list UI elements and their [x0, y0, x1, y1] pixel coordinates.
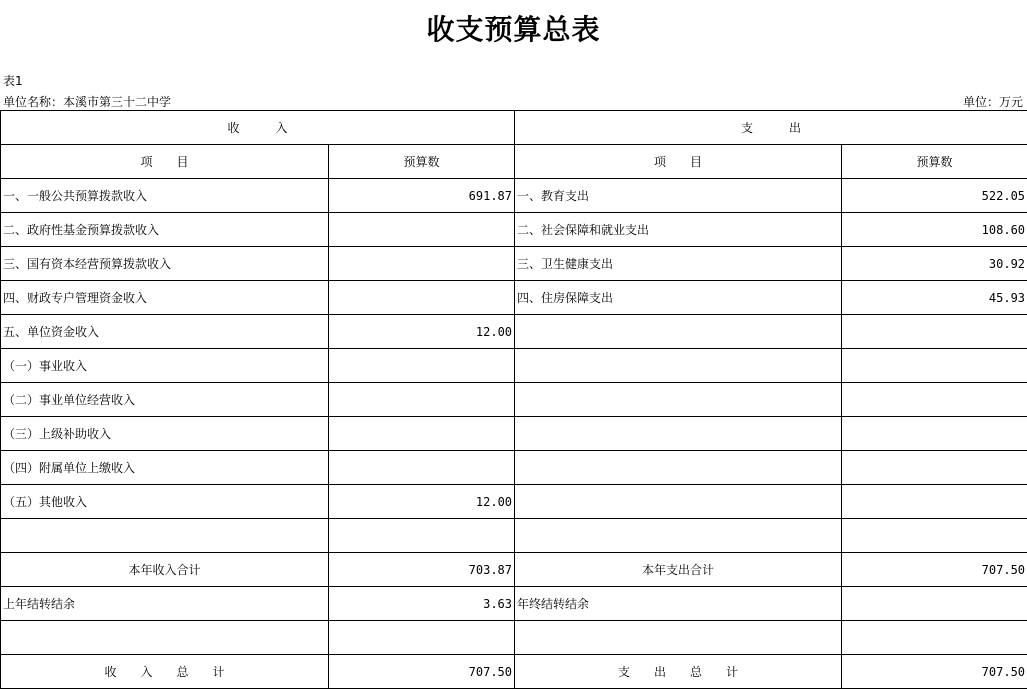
expense-item-cell: [515, 315, 842, 349]
table-row: [1, 519, 1027, 553]
table-row: [1, 485, 1027, 519]
income-value-cell: 707.50: [329, 655, 515, 689]
expense-item-cell: 四、住房保障支出: [515, 281, 842, 315]
carryover-row: [1, 587, 1027, 621]
income-item-cell: （一）事业收入: [1, 349, 329, 383]
expense-label-cell: [515, 621, 842, 655]
table-row: [1, 451, 1027, 485]
income-item-cell: 二、政府性基金预算拨款收入: [1, 213, 329, 247]
expense-value-cell: [842, 451, 1027, 485]
expense-item-cell: [515, 417, 842, 451]
expense-value-cell: 707.50: [842, 553, 1027, 587]
income-value-cell: 691.87: [329, 179, 515, 213]
expense-value-cell: [842, 485, 1027, 519]
income-section-header: 收 入: [1, 111, 515, 145]
unit-name: 单位名称：本溪市第三十二中学: [3, 95, 172, 109]
table-row: [1, 179, 1027, 213]
income-value-cell: [329, 621, 515, 655]
expense-value-cell: 108.60: [842, 213, 1027, 247]
table-row: [1, 383, 1027, 417]
expense-value-cell: [842, 417, 1027, 451]
income-value-cell: [329, 383, 515, 417]
expense-item-header: 项 目: [515, 145, 842, 179]
income-label-cell: [1, 621, 329, 655]
income-label-cell: 收 入 总 计: [1, 655, 329, 689]
subtotal-row: [1, 553, 1027, 587]
expense-item-cell: [515, 349, 842, 383]
expense-budget-header: 预算数: [842, 145, 1027, 179]
expense-value-cell: [842, 383, 1027, 417]
income-item-cell: （四）附属单位上缴收入: [1, 451, 329, 485]
table-number: 表1: [3, 74, 23, 88]
table-row: [1, 349, 1027, 383]
blank-row: [1, 621, 1027, 655]
income-item-cell: 四、财政专户管理资金收入: [1, 281, 329, 315]
income-value-cell: 12.00: [329, 485, 515, 519]
income-item-cell: 五、单位资金收入: [1, 315, 329, 349]
section-header-row: [1, 111, 1027, 145]
expense-label-cell: 年终结转结余: [515, 587, 842, 621]
budget-table: [0, 110, 1027, 689]
income-label-cell: 上年结转结余: [1, 587, 329, 621]
expense-item-cell: [515, 485, 842, 519]
expense-value-cell: [842, 621, 1027, 655]
expense-item-cell: 三、卫生健康支出: [515, 247, 842, 281]
income-item-cell: （五）其他收入: [1, 485, 329, 519]
income-budget-header: 预算数: [329, 145, 515, 179]
expense-value-cell: 45.93: [842, 281, 1027, 315]
expense-item-cell: [515, 519, 842, 553]
page-title: 收支预算总表: [426, 13, 601, 46]
expense-label-cell: 本年支出合计: [515, 553, 842, 587]
income-value-cell: [329, 349, 515, 383]
table-row: [1, 417, 1027, 451]
income-item-header: 项 目: [1, 145, 329, 179]
column-header-row: [1, 145, 1027, 179]
income-value-cell: [329, 213, 515, 247]
unit-label: 单位：万元: [962, 95, 1023, 109]
income-item-cell: 三、国有资本经营预算拨款收入: [1, 247, 329, 281]
expense-label-cell: 支 出 总 计: [515, 655, 842, 689]
income-value-cell: 12.00: [329, 315, 515, 349]
expense-item-cell: 一、教育支出: [515, 179, 842, 213]
table-row: [1, 315, 1027, 349]
income-value-cell: [329, 281, 515, 315]
income-value-cell: [329, 451, 515, 485]
total-row: [1, 655, 1027, 689]
income-value-cell: 703.87: [329, 553, 515, 587]
expense-section-header: 支 出: [515, 111, 1027, 145]
income-item-cell: [1, 519, 329, 553]
income-item-cell: （二）事业单位经营收入: [1, 383, 329, 417]
expense-value-cell: 707.50: [842, 655, 1027, 689]
table-row: [1, 213, 1027, 247]
income-label-cell: 本年收入合计: [1, 553, 329, 587]
expense-value-cell: [842, 315, 1027, 349]
expense-value-cell: [842, 519, 1027, 553]
expense-item-cell: 二、社会保障和就业支出: [515, 213, 842, 247]
table-row: [1, 281, 1027, 315]
income-item-cell: （三）上级补助收入: [1, 417, 329, 451]
income-value-cell: [329, 519, 515, 553]
expense-value-cell: 522.05: [842, 179, 1027, 213]
income-value-cell: 3.63: [329, 587, 515, 621]
income-value-cell: [329, 417, 515, 451]
expense-value-cell: [842, 587, 1027, 621]
expense-item-cell: [515, 451, 842, 485]
income-value-cell: [329, 247, 515, 281]
expense-item-cell: [515, 383, 842, 417]
income-item-cell: 一、一般公共预算拨款收入: [1, 179, 329, 213]
table-row: [1, 247, 1027, 281]
expense-value-cell: 30.92: [842, 247, 1027, 281]
expense-value-cell: [842, 349, 1027, 383]
